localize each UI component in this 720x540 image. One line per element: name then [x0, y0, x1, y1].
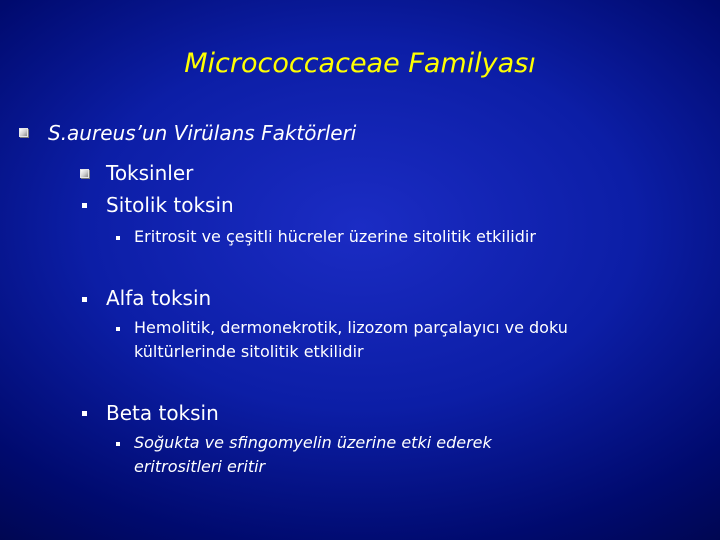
- section-heading: S.aureus’un Virülans Faktörleri: [48, 121, 357, 145]
- square-bullet-icon: [116, 442, 120, 446]
- beta-toksin-detail-line-1: Soğukta ve sfingomyelin üzerine etki ederek: [134, 433, 492, 452]
- slide-title: Micrococcaceae Familyası: [184, 48, 536, 79]
- square-bullet-icon: [116, 236, 120, 240]
- bullet-sitolik-toksin: Sitolik toksin: [106, 193, 234, 217]
- bullet-alfa-toksin: Alfa toksin: [106, 286, 212, 310]
- checkbox-bullet-icon: [80, 169, 89, 178]
- square-bullet-icon: [82, 203, 87, 208]
- alfa-toksin-detail-line-2: kültürlerinde sitolitik etkilidir: [134, 342, 364, 361]
- square-bullet-icon: [82, 411, 87, 416]
- checkbox-bullet-icon: [19, 128, 28, 137]
- square-bullet-icon: [116, 327, 120, 331]
- beta-toksin-detail-line-2: eritrositleri eritir: [134, 457, 266, 476]
- bullet-beta-toksin: Beta toksin: [106, 401, 219, 425]
- square-bullet-icon: [82, 297, 87, 302]
- alfa-toksin-detail-line-1: Hemolitik, dermonekrotik, lizozom parçalayıcı ve doku: [134, 318, 568, 337]
- sitolik-toksin-detail: Eritrosit ve çeşitli hücreler üzerine sitolitik etkilidir: [134, 227, 536, 246]
- bullet-toksinler: Toksinler: [106, 161, 194, 185]
